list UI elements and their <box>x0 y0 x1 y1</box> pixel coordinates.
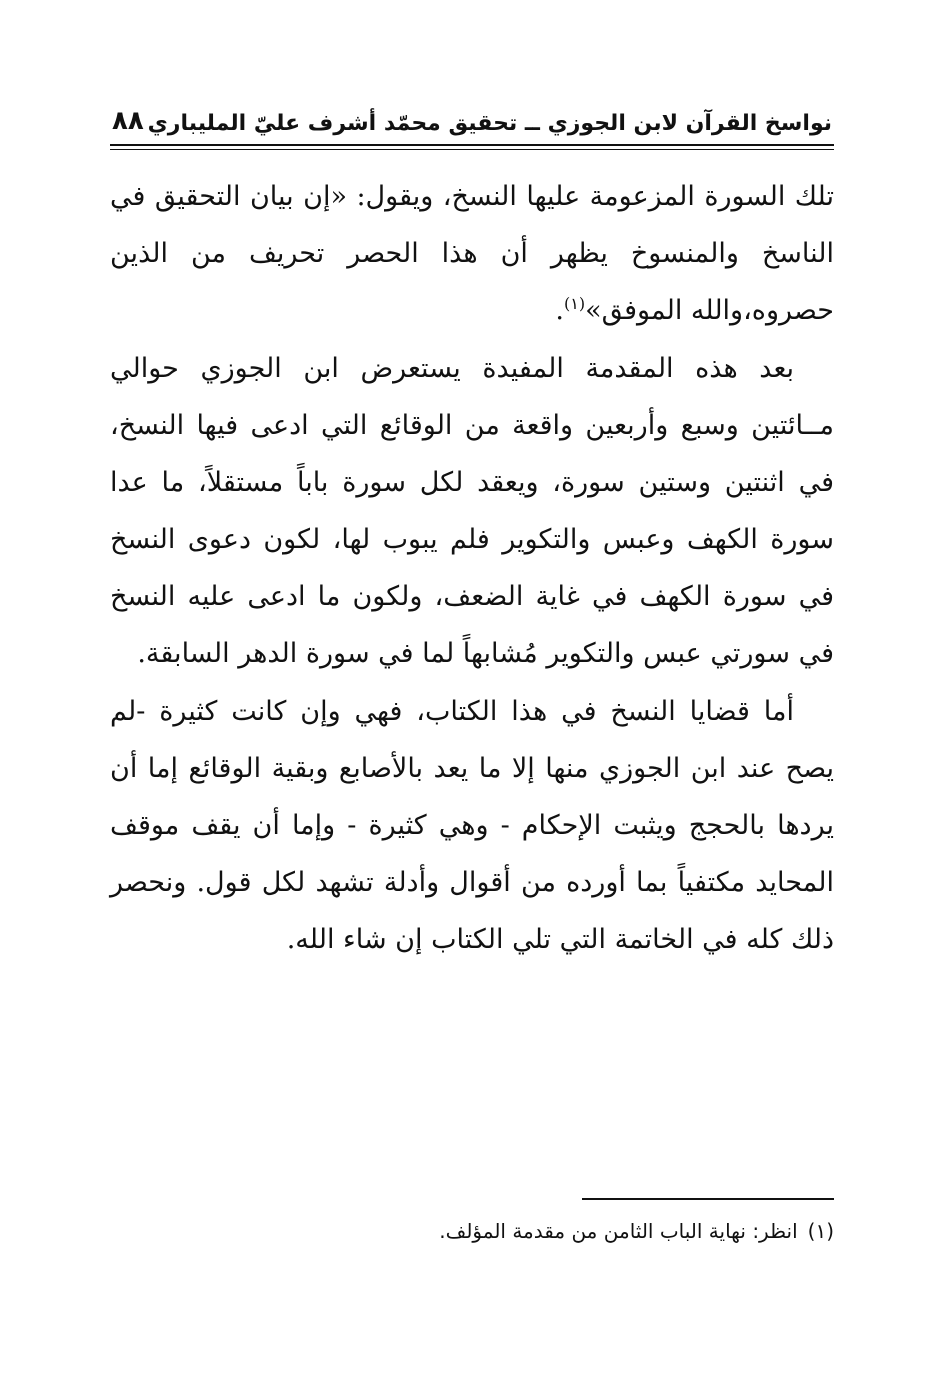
paragraph-2: بعد هذه المقدمة المفيدة يستعرض ابن الجوزي حوالي مــائتين وسبع وأربعين واقعة من الوقائع التي ادعى فيها النسخ، في اثنتين وستين سورة، ويعقد لكل سورة باباً مستقلاً، ما عدا سورة الكهف وعبس والتكوير فلم يبوب لها، لكون دعوى النسخ في سورة الكهف في غاية الضعف، ولكون ما ادعى عليه النسخ في سورتي عبس والتكوير مُشابهاً لما في سورة الدهر السابقة. <box>110 353 834 669</box>
body-text <box>110 168 834 969</box>
footnote <box>300 1216 834 1246</box>
paragraph-1-text: تلك السورة المزعومة عليها النسخ، ويقول: «إن بيان التحقيق في الناسخ والمنسوخ يظهر أن هذا الحصر تحريف من الذين حصروه،والله الموفق» <box>110 181 834 326</box>
footnote-rule <box>582 1198 834 1200</box>
header-rule <box>110 144 834 150</box>
page-number: ٨٨ <box>112 106 144 136</box>
running-header <box>112 96 832 136</box>
header-title: نواسخ القرآن لابن الجوزي ــ تحقيق محمّد أشرف عليّ المليباري <box>147 111 832 136</box>
footnote-reference: (١) <box>564 294 586 313</box>
paragraph-1 <box>110 168 834 339</box>
paragraph-1-tail: . <box>555 295 564 326</box>
paragraph-3: أما قضايا النسخ في هذا الكتاب، فهي وإن كانت كثيرة -لم يصح عند ابن الجوزي منها إلا ما يعد بالأصابع وبقية الوقائع إما أن يردها بالحجج ويثبت الإحكام - وهي كثيرة - وإما أن يقف موقف المحايد مكتفياً بما أورده من أقوال وأدلة تشهد لكل قول. ونحصر ذلك كله في الخاتمة التي تلي الكتاب إن شاء الله. <box>110 696 834 955</box>
footnote-text: انظر: نهاية الباب الثامن من مقدمة المؤلف. <box>439 1219 798 1243</box>
footnote-number: (١) <box>807 1219 834 1243</box>
